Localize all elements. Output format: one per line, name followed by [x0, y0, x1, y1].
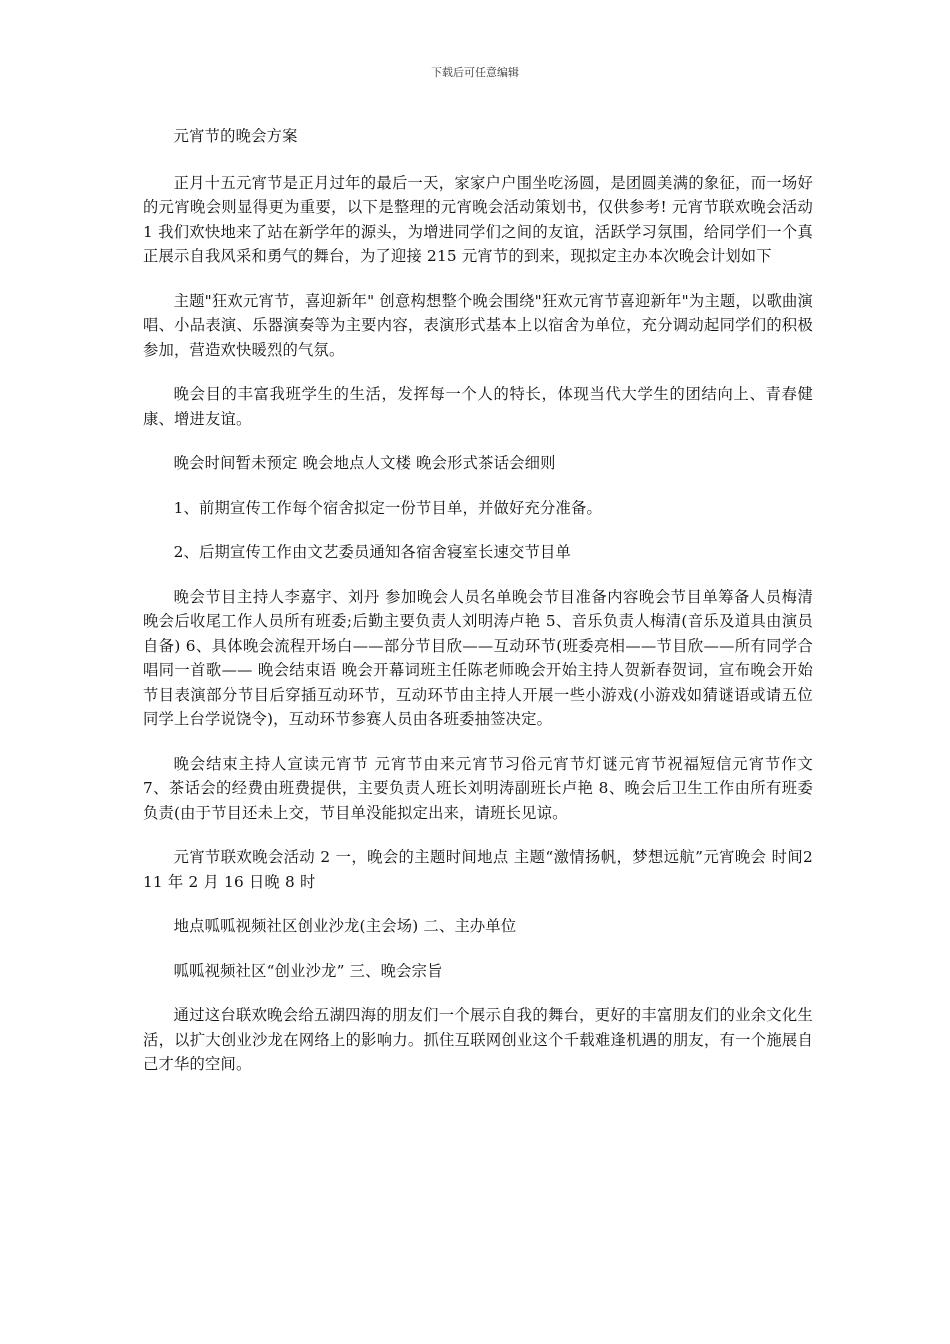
paragraph: 通过这台联欢晚会给五湖四海的朋友们一个展示自我的舞台，更好的丰富朋友们的业余文化生活，以扩大创业沙龙在网络上的影响力。抓住互联网创业这个千载难逢机遇的朋友，有一个施展自己才华的空间。 [143, 1006, 813, 1073]
document-title: 元宵节的晚会方案 [173, 127, 298, 145]
paragraph: 呱呱视频社区“创业沙龙” 三、晚会宗旨 [173, 961, 443, 980]
document-body [143, 124, 813, 1097]
paragraph: 晚会目的丰富我班学生的生活，发挥每一个人的特长，体现当代大学生的团结向上、青春健康、增进友谊。 [143, 385, 813, 428]
paragraph: 2、后期宣传工作由文艺委员通知各宿舍寝室长速交节目单 [173, 543, 571, 561]
paragraph: 主题"狂欢元宵节，喜迎新年" 创意构想整个晚会围绕"狂欢元宵节喜迎新年"为主题，以歌曲演唱、小品表演、乐器演奏等为主要内容，表演形式基本上以宿舍为单位，充分调动起同学们的积极参加，营造欢快暖烈的气氛。 [143, 291, 813, 359]
paragraph: 地点呱呱视频社区创业沙龙(主会场) 二、主办单位 [173, 917, 517, 935]
paragraph: 1、前期宣传工作每个宿舍拟定一份节目单，并做好充分准备。 [173, 498, 602, 517]
paragraph: 晚会结束主持人宣读元宵节 元宵节由来元宵节习俗元宵节灯谜元宵节祝福短信元宵节作文 7、茶话会的经费由班费提供，主要负责人班长刘明涛副班长卢艳 8、晚会后卫生工作由所有班委负责(由于节目还未上交，节目单没能拟定出来，请班长见谅。 [143, 754, 813, 822]
page-header-note: 下载后可任意编辑 [431, 66, 519, 79]
paragraph: 晚会时间暂未预定 晚会地点人文楼 晚会形式茶话会细则 [173, 454, 556, 472]
paragraph: 晚会节目主持人李嘉宇、刘丹 参加晚会人员名单晚会节目准备内容晚会节目单筹备人员梅清晚会后收尾工作人员所有班委;后勤主要负责人刘明涛卢艳 5、音乐负责人梅清(音乐及道具由演员自备) 6、具体晚会流程开场白——部分节目欣——互动环节(班委亮相——节目欣——所有同学合唱同一首歌—— 晚会结束语 晚会开幕词班主任陈老师晚会开始主持人贺新春贺词，宣布晚会开始 节目表演部分节目后穿插互动环节，互动环节由主持人开展一些小游戏(小游戏如猜谜语或请五位同学上台学说饶令)，互动环节参赛人员由各班委抽签决定。 [143, 587, 813, 728]
paragraph: 正月十五元宵节是正月过年的最后一天，家家户户围坐吃汤圆，是团圆美满的象征，而一场好的元宵晚会则显得更为重要，以下是整理的元宵晚会活动策划书，仅供参考! 元宵节联欢晚会活动 1 我们欢快地来了站在新学年的源头，为增进同学们之间的友谊，活跃学习氛围，给同学们一个真正展示自我风采和勇气的舞台，为了迎接 215 元宵节的到来，现拟定主办本次晚会计划如下 [143, 173, 813, 265]
paragraph: 元宵节联欢晚会活动 2 一，晚会的主题时间地点 主题“激情扬帆，梦想远航”元宵晚会 时间211 年 2 月 16 日晚 8 时 [143, 848, 813, 891]
